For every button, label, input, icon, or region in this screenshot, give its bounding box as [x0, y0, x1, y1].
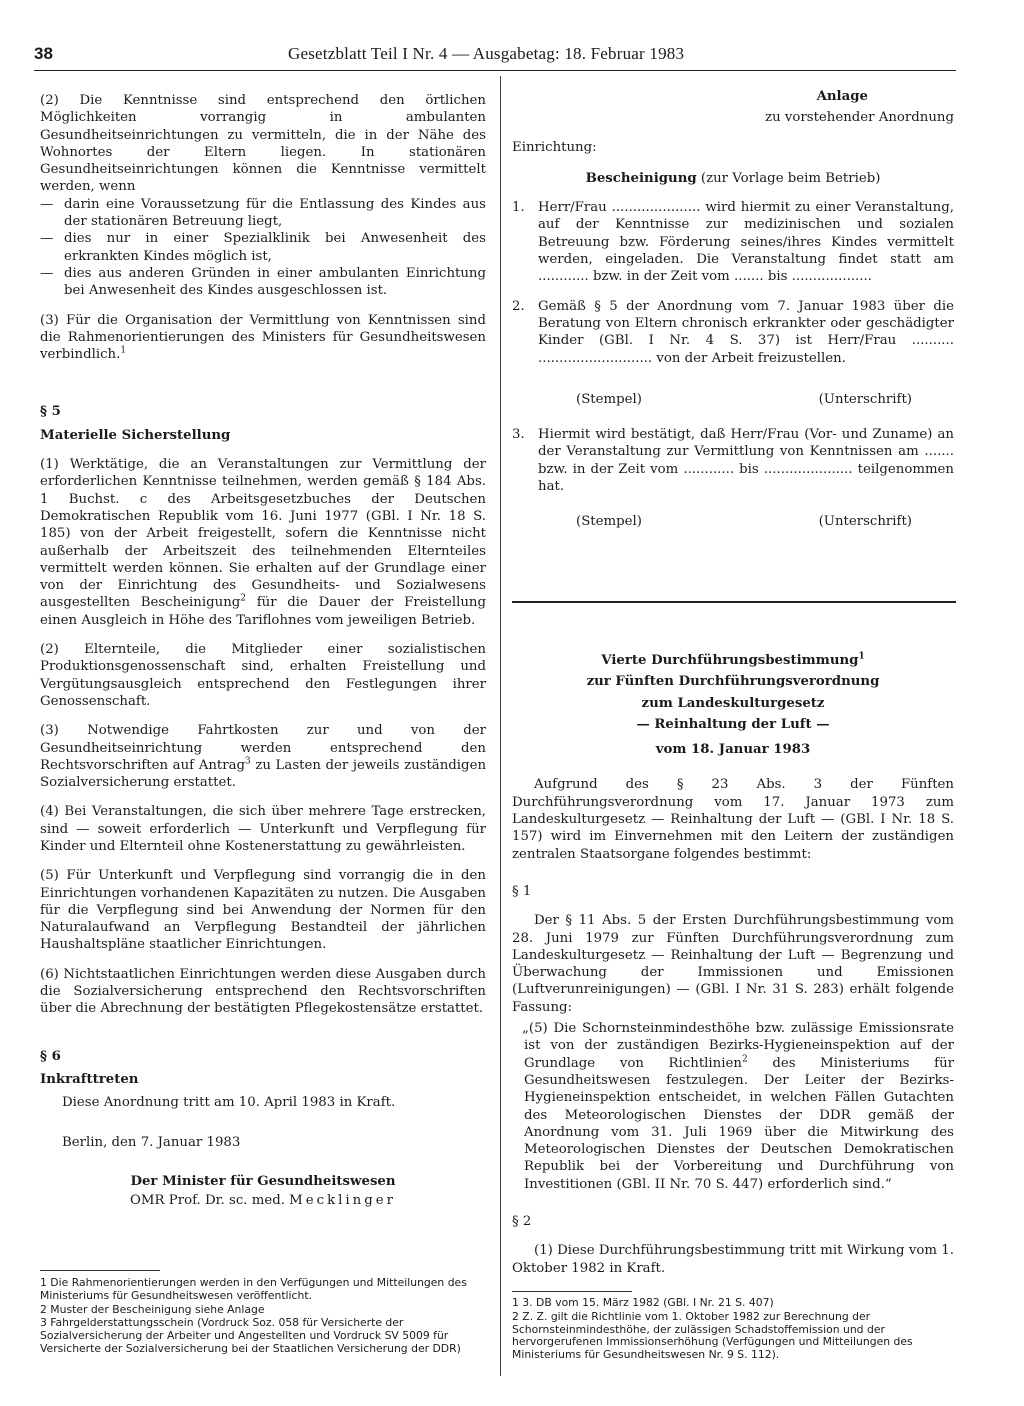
- section-number: § 1: [512, 883, 532, 899]
- stamp-label: (Stempel): [576, 391, 642, 407]
- signature-row: [512, 391, 954, 408]
- item-number: 1.: [512, 200, 525, 216]
- signature-label: (Unterschrift): [818, 391, 912, 407]
- right-column-lower: [512, 652, 954, 1277]
- paragraph-text: für die Dauer der Freistellung einen Ausgleich in Höhe des Tariflohnes vom jeweiligen Betrieb.: [40, 595, 486, 628]
- paragraph: Der § 11 Abs. 5 der Ersten Durchführungsbestimmung vom 28. Juni 1979 zur Fünften Durchführungsverordnung zum Landeskulturgesetz — Reinhaltung der Luft — Begrenzung und Überwachung der Immissionen und Emissionen (Luftverunreinigungen) — (GBl. I Nr. 31 S. 283) erhält folgende Fassung:: [512, 913, 954, 1015]
- item-number: 2.: [512, 298, 525, 314]
- anlage-heading: Anlage: [816, 89, 868, 104]
- section-number: § 2: [512, 1214, 532, 1230]
- page-number: 38: [34, 44, 53, 63]
- document-title-line: zum Landeskulturgesetz: [641, 695, 825, 711]
- running-title: Gesetzblatt Teil I Nr. 4 — Ausgabetag: 18. Februar 1983: [288, 44, 685, 63]
- section-title: Materielle Sicherstellung: [40, 427, 231, 443]
- right-footnotes: [512, 1297, 957, 1363]
- dash-mark: —: [40, 231, 54, 247]
- dash-text: darin eine Voraussetzung für die Entlassung des Kindes aus der stationären Betreuung liegt,: [64, 196, 486, 230]
- paragraph: Aufgrund des § 23 Abs. 3 der Fünften Durchführungsverordnung vom 17. Januar 1973 zum Landeskulturgesetz — Reinhaltung der Luft — (GBl. I Nr. 18 S. 157) wird im Einvernehmen mit den Leitern der zuständigen zentralen Staatsorgane folgendes bestimmt:: [512, 777, 954, 862]
- anlage-subheading: zu vorstehender Anordnung: [765, 110, 954, 126]
- footnote-ref: 1: [120, 345, 127, 356]
- form-title: [512, 170, 954, 187]
- signature-label: (Unterschrift): [818, 514, 912, 530]
- document-date: vom 18. Januar 1983: [655, 742, 811, 758]
- form-title-note: (zur Vorlage beim Betrieb): [696, 170, 881, 186]
- dash-text: dies nur in einer Spezialklinik bei Anwesenheit des erkrankten Kindes möglich ist,: [64, 231, 486, 264]
- footnote: 1 Die Rahmenorientierungen werden in den Verfügungen und Mitteilungen des Ministeriums für Gesundheitswesen veröffentlicht.: [40, 1276, 467, 1302]
- paragraph-text: zu Lasten der jeweils zuständigen Sozialversicherung erstattet.: [40, 757, 487, 791]
- paragraph: (5) Für Unterkunft und Verpflegung sind vorrangig die in den Einrichtungen vorhandenen Kapazitäten zu nutzen. Die Ausgaben für die Verpflegung sind bei Anwendung der Normen für den Naturalaufwand an Verpflegung Bestandteil der jährlichen Haushaltspläne staatlicher Einrichtungen.: [40, 868, 486, 953]
- footnote-ref: 2: [741, 1054, 748, 1065]
- paragraph: Diese Anordnung tritt am 10. April 1983 in Kraft.: [62, 1095, 396, 1111]
- title-text: Vierte Durchführungsbestimmung: [601, 653, 859, 668]
- paragraph: [40, 722, 486, 791]
- paragraph-text: (3) Für die Organisation der Vermittlung von Kenntnissen sind die Rahmenorientierungen des Ministers für Gesundheitswesen verbindlich.: [40, 312, 486, 363]
- paragraph: [40, 456, 486, 629]
- signer-name: [40, 1192, 486, 1209]
- signer-name-prefix: OMR Prof. Dr. sc. med.: [130, 1193, 290, 1209]
- footnote: 1 3. DB vom 15. März 1982 (GBl. I Nr. 21 S. 407): [512, 1296, 774, 1309]
- header-rule: [34, 70, 956, 71]
- footnote-rule: [512, 1291, 632, 1292]
- paragraph: (2) Elternteile, die Mitglieder einer sozialistischen Produktionsgenossenschaft sind, erhalten Freistellung und Vergütungsausgleich entsprechend den Festlegungen ihrer Genossenschaft.: [40, 642, 486, 709]
- footnote-ref: 3: [245, 756, 251, 767]
- quote-paragraph: [512, 1020, 954, 1193]
- document-title-line: [512, 652, 954, 669]
- left-column: [40, 92, 486, 1209]
- paragraph-text: (1) Werktätige, die an Veranstaltungen zur Vermittlung der erforderlichen Kenntnisse teilnehmen, werden gemäß § 184 Abs. 1 Buchst. c des Arbeitsgesetzbuches der Deutschen Demokratischen Republik vom 16. Juni 1977 (GBl. I Nr. 18 S. 185) von der Arbeit freigestellt, sofern die Kenntnisse nicht außerhalb der Arbeitszeit des teilnehmenden Elternteiles vermittelt werden können. Sie erhalten auf der Grundlage einer von der Einrichtung des Gesundheits- und Sozialwesens ausgestellten Bescheinigung: [40, 457, 486, 611]
- place-date: Berlin, den 7. Januar 1983: [62, 1134, 241, 1150]
- form-item: [512, 298, 954, 367]
- column-divider: [500, 76, 501, 1376]
- signer-title: Der Minister für Gesundheitswesen: [130, 1173, 396, 1189]
- section-separator: [512, 601, 956, 603]
- left-footnotes: [40, 1277, 490, 1357]
- dash-item: [40, 265, 486, 300]
- document-title-line: zur Fünften Durchführungsverordnung: [586, 674, 880, 690]
- dash-item: [40, 230, 486, 265]
- paragraph-text: des Ministeriums für Gesundheitswesen festzulegen. Der Leiter der Bezirks-Hygieneinspektion entscheidet, in welchen Fällen Gutachten des Meteorologischen Dienstes der DDR gemäß der Anordnung vom 31. Juli 1969 über die Mitwirkung des Meteorologischen Dienstes der Deutschen Demokratischen Republik bei der Vorbereitung und Durchführung von Investitionen (GBl. II Nr. 70 S. 447) erforderlich sind.“: [524, 1055, 954, 1192]
- item-text: Herr/Frau ..................... wird hiermit zu einer Veranstaltung, auf der Kenntnisse zur medizinischen und sozialen Betreuung bzw. Förderung seines/ihres Kindes vermittelt werden, eingeladen. Die Veranstaltung findet statt am ............ bzw. in der Zeit vom ....... bis ...................: [538, 200, 954, 285]
- item-text: Gemäß § 5 der Anordnung vom 7. Januar 1983 über die Beratung von Eltern chronisch erkrankter oder geschädigter Kinder (GBl. I Nr. 4 S. 37) ist Herr/Frau .......... ........................... von der Arbeit freizustellen.: [538, 298, 954, 366]
- paragraph: (6) Nichtstaatlichen Einrichtungen werden diese Ausgaben durch die Sozialversicherung entsprechend den Rechtsvorschriften über die Abrechnung der bestätigten Pflegekostensätze erstattet.: [40, 966, 486, 1017]
- paragraph: (2) Die Kenntnisse sind entsprechend den örtlichen Möglichkeiten vorrangig in ambulanten Gesundheitseinrichtungen zu vermitteln, die in der Nähe des Wohnortes der Eltern liegen. In stationären Gesundheitseinrichtungen können die Kenntnisse vermittelt werden, wenn: [40, 93, 486, 195]
- section-number: § 5: [40, 404, 61, 420]
- dash-text: dies aus anderen Gründen in einer ambulanten Einrichtung bei Anwesenheit des Kindes ausgeschlossen ist.: [64, 265, 486, 299]
- footnote: 2 Muster der Bescheinigung siehe Anlage: [40, 1302, 265, 1316]
- item-number: 3.: [512, 427, 525, 443]
- dash-mark: —: [40, 265, 54, 281]
- right-column: [512, 88, 954, 531]
- section-number: § 6: [40, 1048, 61, 1064]
- form-item: [512, 199, 954, 285]
- signer-surname: Mecklinger: [289, 1193, 396, 1209]
- form-title-bold: Bescheinigung: [585, 170, 697, 186]
- form-item: [512, 426, 954, 495]
- footnote-rule: [40, 1270, 160, 1271]
- stamp-label: (Stempel): [576, 514, 642, 530]
- section-title: Inkrafttreten: [40, 1071, 139, 1087]
- footnote: 2 Z. Z. gilt die Richtlinie vom 1. Oktober 1982 zur Berechnung der Schornsteinmindesthöhe, der zulässigen Schadstoffemission und der hervorgerufenen Immissionserhöhung (Verfügungen und Mitteilungen des Ministeriums für Gesundheitswesen Nr. 9 S. 112).: [512, 1309, 913, 1362]
- page-header: [34, 44, 954, 68]
- document-title-line: — Reinhaltung der Luft —: [636, 716, 830, 732]
- field-label: Einrichtung:: [512, 139, 597, 155]
- dash-item: [40, 196, 486, 231]
- footnote-ref: 1: [858, 651, 865, 662]
- paragraph: (4) Bei Veranstaltungen, die sich über mehrere Tage erstrecken, sind — soweit erforderlich — Unterkunft und Verpflegung für Kinder und Elternteil ohne Kostenerstattung zu gewährleisten.: [40, 804, 486, 854]
- footnote-ref: 2: [240, 594, 247, 604]
- paragraph: (1) Diese Durchführungsbestimmung tritt mit Wirkung vom 1. Oktober 1982 in Kraft.: [512, 1243, 954, 1276]
- dash-mark: —: [40, 196, 54, 212]
- paragraph-text: (3) Notwendige Fahrtkosten zur und von der Gesundheitseinrichtung werden entsprechend den Rechtsvorschriften auf Antrag: [40, 723, 486, 773]
- item-text: Hiermit wird bestätigt, daß Herr/Frau (Vor- und Zuname) an der Veranstaltung zur Vermittlung von Kenntnissen am ....... bzw. in der Zeit vom ............ bis ..................... teilgenommen hat.: [538, 427, 954, 495]
- paragraph: [40, 312, 486, 364]
- paragraph-text: „(5) Die Schornsteinmindesthöhe bzw. zulässige Emissionsrate ist von der zuständigen Bezirks-Hygieneinspektion auf der Grundlage von Richtlinien: [522, 1021, 954, 1071]
- footnote: 3 Fahrgelderstattungsschein (Vordruck Soz. 058 für Versicherte der Sozialversicherung der Arbeiter und Angestellten und Vordruck SV 5009 für Versicherte der Sozialversicherung bei der Staatlichen Versicherung der DDR): [40, 1316, 461, 1355]
- signature-row: [512, 513, 954, 530]
